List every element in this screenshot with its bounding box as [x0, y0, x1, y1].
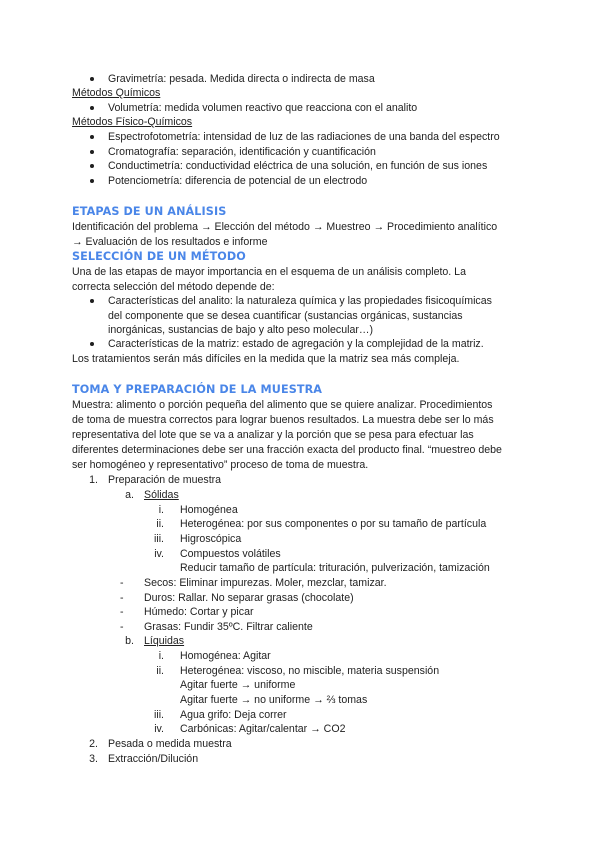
list-item: Grasas: Fundir 35ºC. Filtrar caliente [144, 621, 313, 633]
list-number: 3. [89, 753, 98, 765]
list-roman: i. [158, 504, 164, 516]
bullet [90, 179, 94, 183]
list-item-continuation: Reducir tamaño de partícula: trituración, pulverización, tamización [180, 562, 490, 574]
list-item: Heterogénea: viscoso, no miscible, materia suspensión [180, 665, 440, 677]
bullet [90, 150, 94, 154]
list-letter: a. [125, 489, 134, 501]
subsection-solidas: Sólidas [144, 489, 179, 501]
list-item: Cromatografía: separación, identificación y cuantificación [108, 146, 376, 158]
section-subtitle-quimicos: Métodos Químicos [72, 87, 161, 99]
list-item-continuation: Agitar fuerte → no uniforme → ⅔ tomas [180, 694, 368, 706]
list-letter: b. [125, 635, 134, 647]
list-item-continuation: del componente que se desea cuantificar (sustancias orgánicas, sustancias [108, 310, 463, 322]
paragraph-line: representativa del lote que se va a analizar y la porción que se pesa para efectuar las [72, 429, 474, 441]
heading-toma: TOMA Y PREPARACIÓN DE LA MUESTRA [72, 383, 323, 396]
heading-etapas: ETAPAS DE UN ANÁLISIS [72, 205, 227, 218]
list-roman: ii. [156, 518, 164, 530]
paragraph-line: Identificación del problema → Elección del método → Muestreo → Procedimiento analítico [72, 221, 498, 233]
list-item: Características de la matriz: estado de agregación y la complejidad de la matriz. [108, 338, 484, 350]
list-item: Conductimetría: conductividad eléctrica de una solución, en función de sus iones [108, 160, 488, 172]
bullet [90, 135, 94, 139]
paragraph-line: correcta selección del método depende de: [72, 281, 275, 293]
paragraph-line: Una de las etapas de mayor importancia en el esquema de un análisis completo. La [72, 266, 466, 278]
list-roman: iv. [154, 548, 164, 560]
paragraph-line: diferentes determinaciones debe ser una fracción exacta del producto final. “muestreo debe [72, 444, 502, 456]
list-item: Homogénea: Agitar [180, 650, 271, 662]
list-roman: iii. [153, 709, 164, 721]
list-item: Duros: Rallar. No separar grasas (chocolate) [144, 592, 354, 604]
list-item: Agua grifo: Deja correr [180, 709, 287, 721]
bullet [90, 342, 94, 346]
list-roman: ii. [156, 665, 164, 677]
list-item: Espectrofotometría: intensidad de luz de las radiaciones de una banda del espectro [108, 131, 500, 143]
list-item: Volumetría: medida volumen reactivo que reacciona con el analito [108, 102, 418, 114]
list-roman: iv. [154, 723, 164, 735]
list-item: Heterogénea: por sus componentes o por su tamaño de partícula [180, 518, 487, 530]
bullet [90, 164, 94, 168]
list-item: Homogénea [180, 504, 238, 516]
bullet [90, 77, 94, 81]
list-number: 1. [89, 474, 98, 486]
list-dash: - [120, 592, 124, 604]
paragraph-line: Los tratamientos serán más difíciles en la medida que la matriz sea más compleja. [72, 353, 460, 365]
list-item: Secos: Eliminar impurezas. Moler, mezclar, tamizar. [144, 577, 387, 589]
paragraph-line: → Evaluación de los resultados e informe [72, 236, 268, 248]
list-item: Gravimetría: pesada. Medida directa o indirecta de masa [108, 73, 375, 85]
heading-seleccion: SELECCIÓN DE UN MÉTODO [72, 250, 246, 263]
section-subtitle-fisico: Métodos Físico-Químicos [72, 116, 193, 128]
bullet [90, 299, 94, 303]
bullet [90, 106, 94, 110]
list-roman: iii. [153, 533, 164, 545]
list-dash: - [120, 606, 124, 618]
paragraph-line: ser homogéneo y representativo” proceso de toma de muestra. [72, 459, 369, 471]
subsection-liquidas: Líquidas [144, 635, 185, 647]
list-item: Higroscópica [180, 533, 242, 545]
list-item-continuation: Agitar fuerte → uniforme [180, 679, 296, 691]
list-item-continuation: inorgánicas, sustancias de bajo y alto peso molecular…) [108, 324, 373, 336]
list-number: 2. [89, 738, 98, 750]
paragraph-line: Muestra: alimento o porción pequeña del alimento que se quiere analizar. Procedimientos [72, 399, 493, 411]
list-item: Húmedo: Cortar y picar [144, 606, 254, 618]
list-item: Potenciometría: diferencia de potencial de un electrodo [108, 175, 368, 187]
list-item: Preparación de muestra [108, 474, 222, 486]
paragraph-line: de toma de muestra correctos para lograr buenos resultados. La muestra debe ser lo más [72, 414, 494, 426]
list-dash: - [120, 621, 124, 633]
list-item: Características del analito: la naturaleza química y las propiedades fisicoquímicas [108, 295, 492, 307]
list-item: Extracción/Dilución [108, 753, 199, 765]
list-roman: i. [158, 650, 164, 662]
list-item: Pesada o medida muestra [108, 738, 232, 750]
list-item: Carbónicas: Agitar/calentar → CO2 [180, 723, 346, 735]
list-item: Compuestos volátiles [180, 548, 281, 560]
list-dash: - [120, 577, 124, 589]
